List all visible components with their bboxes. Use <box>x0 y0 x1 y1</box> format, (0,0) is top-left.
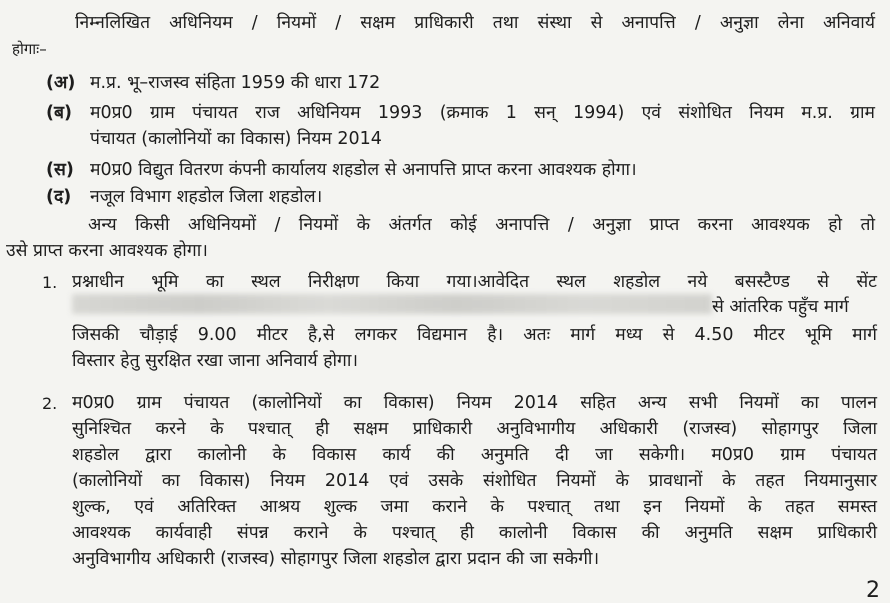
point-2-line-6: आवश्यक कार्यवाही संपन्न कराने के पश्चात् ही कालोनी विकास की अनुमति सक्षम प्राधिकारी <box>72 523 877 543</box>
list-item-c: म0प्र0 विद्युत वितरण कंपनी कार्यालय शहडोल से अनापत्ति प्राप्त करना आवश्यक होगा। <box>90 160 637 180</box>
point-2-number: 2. <box>42 394 58 413</box>
list-marker-d: (द) <box>46 187 72 207</box>
point-2-line-3: शहडोल द्वारा कालोनी के विकास कार्य की अनुमति दी जा सकेगी। म0प्र0 ग्राम पंचायत <box>72 445 877 465</box>
list-item-b-line-2: पंचायत (कालोनियों का विकास) नियम 2014 <box>90 129 382 149</box>
list-item-d: नजूल विभाग शहडोल जिला शहडोल। <box>90 187 323 207</box>
list-marker-c: (स) <box>46 160 74 180</box>
list-item-b-line-1: म0प्र0 ग्राम पंचायत राज अधिनियम 1993 (क्रमाक 1 सन् 1994) एवं संशोधित नियम म.प्र. ग्राम <box>90 103 875 123</box>
page-number-fragment: 2 <box>866 578 880 603</box>
intro-line-2: होगाः– <box>12 40 47 58</box>
list-item-a: म.प्र. भू–राजस्व संहिता 1959 की धारा 172 <box>90 73 381 93</box>
point-2-line-7: अनुविभागीय अधिकारी (राजस्व) सोहागपुर जिला शहडोल द्वारा प्रदान की जा सकेगी। <box>72 549 600 569</box>
other-line-1: अन्य किसी अधिनियमों / नियमों के अंतर्गत कोई अनापत्ति / अनुज्ञा प्राप्त करना आवश्यक हो तो <box>88 215 875 235</box>
list-marker-b: (ब) <box>46 103 72 123</box>
other-line-2: उसे प्राप्त करना आवश्यक होगा। <box>6 241 208 261</box>
point-1-line-2: से आंतरिक पहुँच मार्ग <box>712 297 849 317</box>
point-2-line-2: सुनिश्चित करने के पश्चात् ही सक्षम प्राधिकारी अनुविभागीय अधिकारी (राजस्व) सोहागपुर जिला <box>72 419 877 439</box>
point-2-line-5: शुल्क, एवं अतिरिक्त आश्रय शुल्क जमा कराने के पश्चात् तथा इन नियमों के तहत समस्त <box>72 497 877 517</box>
point-1-line-1: प्रश्नाधीन भूमि का स्थल निरीक्षण किया गया।आवेदित स्थल शहडोल नये बसस्टैण्ड से सेंट <box>72 272 877 292</box>
redacted-text <box>72 294 712 314</box>
point-1-line-3: जिसकी चौड़ाई 9.00 मीटर है,से लगकर विद्यमान है। अतः मार्ग मध्य से 4.50 मीटर भूमि मार्ग <box>72 325 877 345</box>
point-1-number: 1. <box>42 273 58 292</box>
point-2-line-1: म0प्र0 ग्राम पंचायत (कालोनियों का विकास) नियम 2014 सहित अन्य सभी नियमों का पालन <box>72 393 877 413</box>
intro-line-1: निम्नलिखित अधिनियम / नियमों / सक्षम प्राधिकारी तथा संस्था से अनापत्ति / अनुज्ञा लेना अनिवार्य <box>75 13 875 33</box>
point-1-line-4: विस्तार हेतु सुरक्षित रखा जाना अनिवार्य होगा। <box>72 351 359 371</box>
list-marker-a: (अ) <box>46 73 76 93</box>
point-2-line-4: (कालोनियों का विकास) नियम 2014 एवं उसके संशोधित नियमों के प्रावधानों के तहत नियमानुसार <box>72 471 877 491</box>
